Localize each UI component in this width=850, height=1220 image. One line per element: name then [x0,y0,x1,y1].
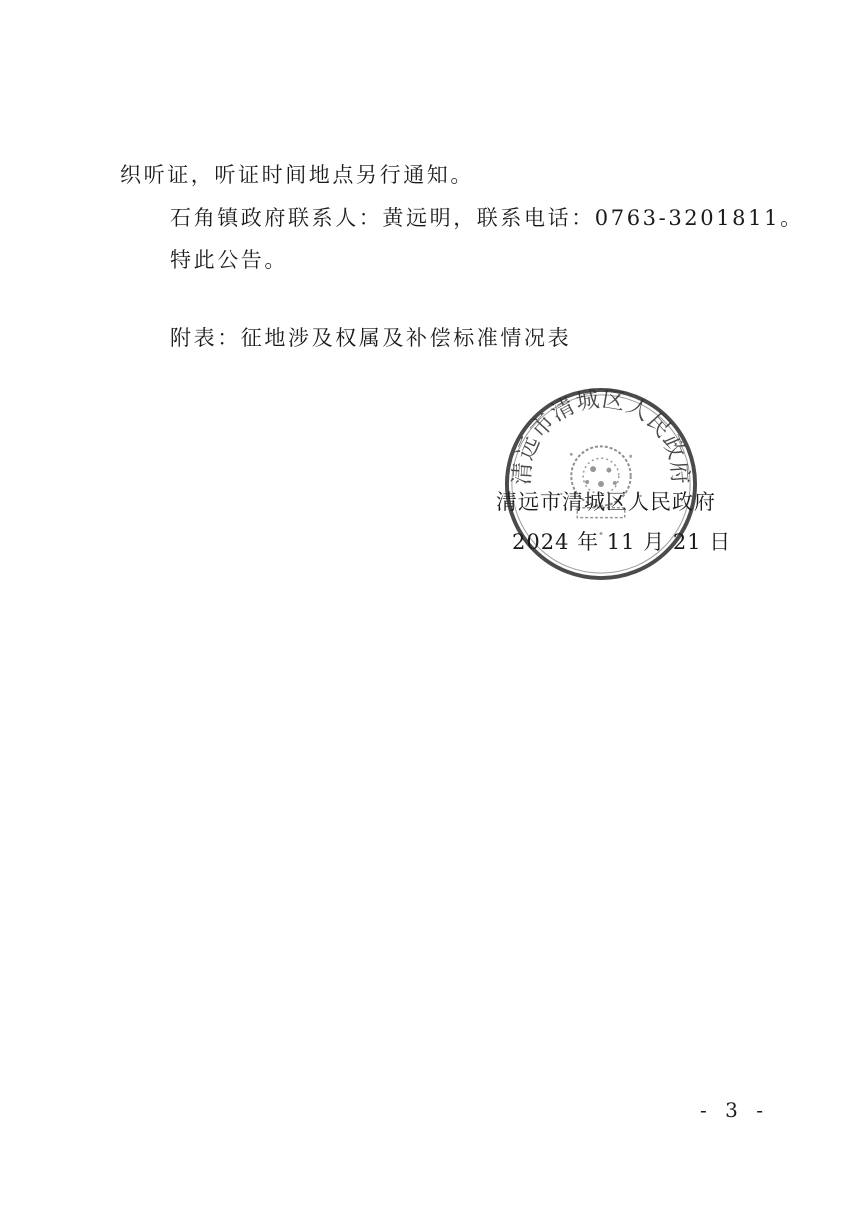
issuing-authority: 清远市清城区人民政府 [496,490,716,514]
attachment-line: 附表：征地涉及权属及补偿标准情况表 [170,326,572,350]
issue-date: 2024 年 11 月 21 日 [512,530,732,554]
svg-text:清远市清城区人民政府 [509,386,693,485]
signature-block [496,490,736,554]
seal-text: 清远市清城区人民政府 [509,386,693,486]
page-number: - 3 - [700,1098,769,1122]
paragraph-line-hearing-notice: 织听证，听证时间地点另行通知。 [120,163,474,187]
paragraph-line-contact: 石角镇政府联系人：黄远明，联系电话：0763-3201811。 [170,206,804,230]
paragraph-line-closing: 特此公告。 [170,248,288,272]
